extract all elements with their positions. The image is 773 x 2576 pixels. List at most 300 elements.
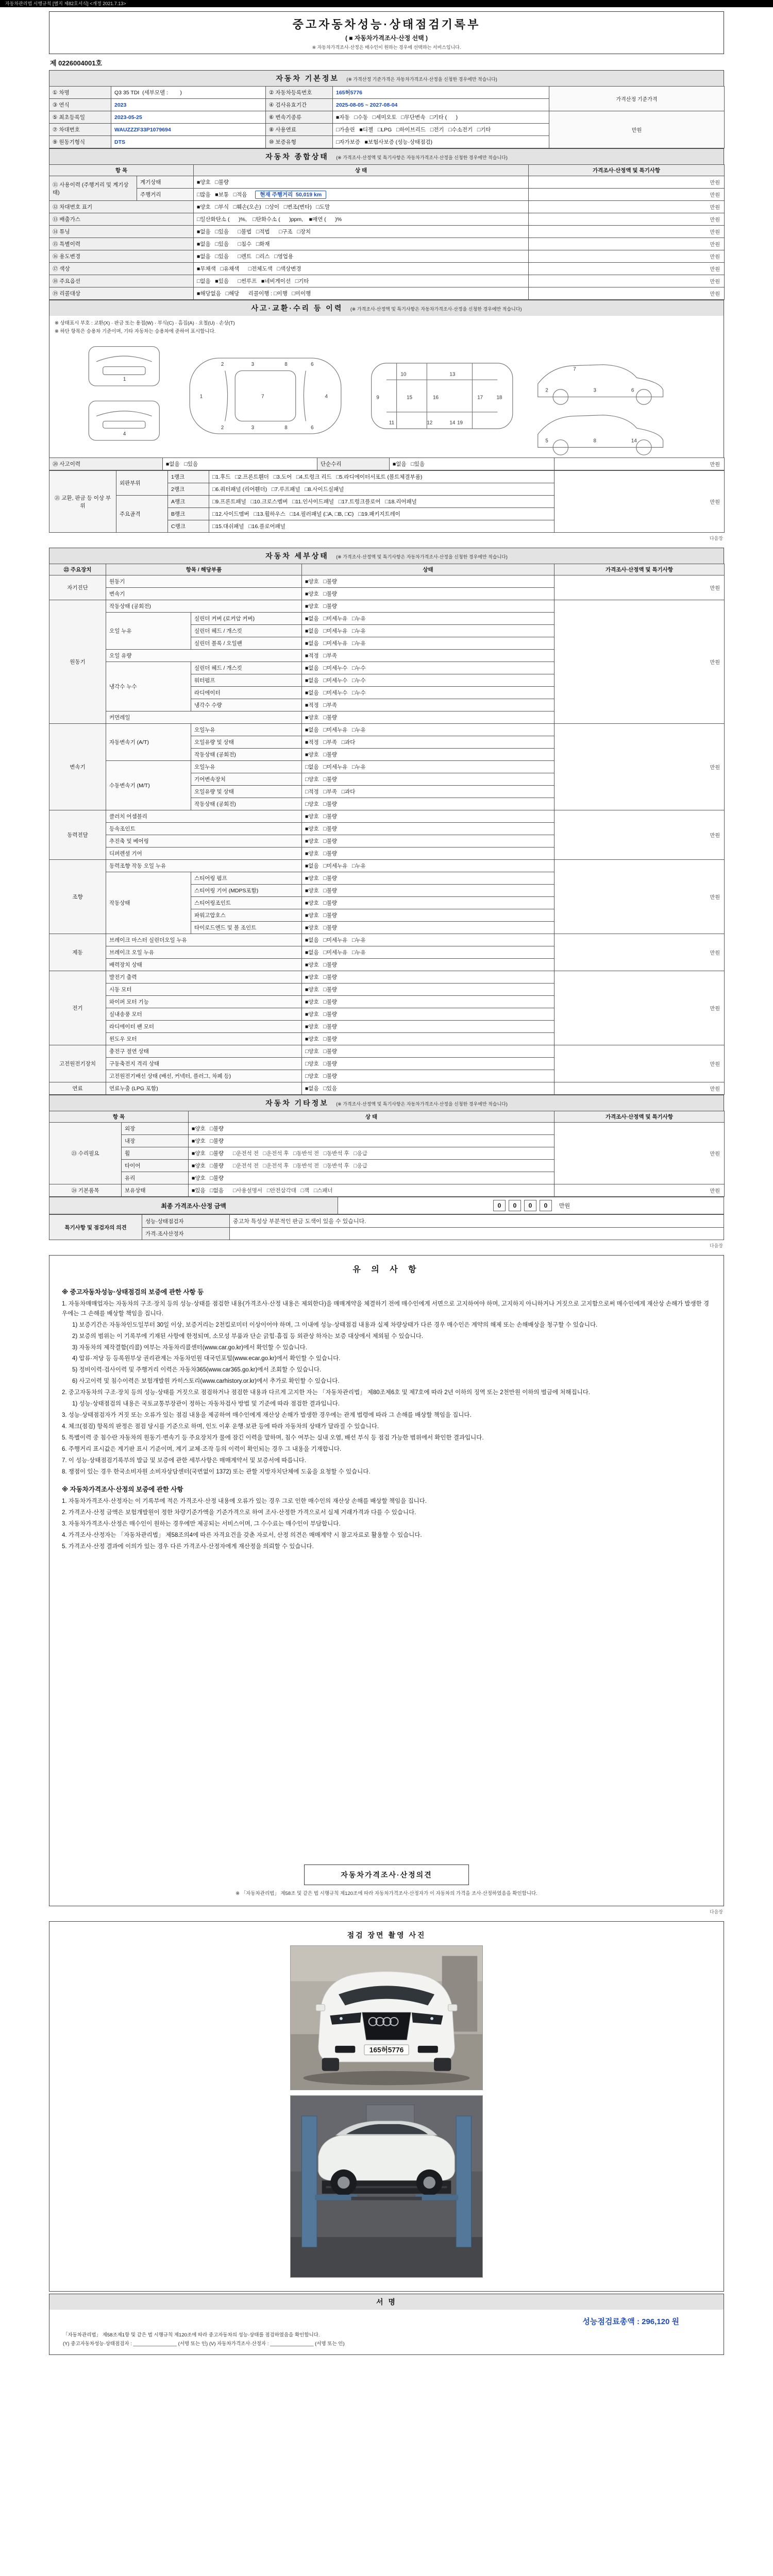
column-header: 상태 xyxy=(302,564,554,575)
item-cell: 오일 누유 xyxy=(106,613,191,650)
notice-title: 유 의 사 항 xyxy=(352,1265,421,1274)
device-group-cell: 동력전달 xyxy=(49,810,106,860)
svg-text:3: 3 xyxy=(251,361,255,367)
notice-line: 5) 정비이력·검사이력 및 주행거리 이력은 자동차365(www.car365.go.kr)에서 조회할 수 있습니다. xyxy=(72,1367,322,1374)
category-cell: ⑬ 배출가스 xyxy=(49,213,194,226)
item-cell: 실내송풍 모터 xyxy=(106,1008,302,1021)
category-cell: ㉑ 교환, 판금 등 이상 부위 xyxy=(49,471,116,533)
status-cell: ■양호 □불량 xyxy=(302,885,554,897)
status-cell xyxy=(194,263,529,275)
section-title: 자동차 기본정보 xyxy=(276,74,339,82)
status-cell: ■적정 □부족 xyxy=(302,699,554,711)
table-row xyxy=(49,971,725,984)
status-cell: ■없음 □미세누수 □누수 xyxy=(302,662,554,674)
price-cell: 만원 xyxy=(529,189,725,201)
part-cell: 기어변속장치 xyxy=(191,773,302,786)
price-cell: 만원 xyxy=(554,575,725,600)
field-label: ⑤ 최초등록일 xyxy=(49,111,111,124)
opinion-text: 중고차 특성상 부분적인 판금 도색이 있을 수 있습니다. xyxy=(230,1215,724,1228)
field-label: ⑩ 보증유형 xyxy=(266,136,333,148)
device-group-cell: 자기진단 xyxy=(49,575,106,600)
item-cell: 작동상태 (공회전) xyxy=(106,600,302,613)
part-cell: 스티어링 기어 (MDPS포함) xyxy=(191,885,302,897)
item-cell: 구동축전지 격리 상태 xyxy=(106,1058,302,1070)
section-note: (※ 가격산정 기준가격은 자동차가격조사·산정을 신청한 경우에만 적습니다) xyxy=(346,77,497,82)
column-header: ㉒ 주요장치 xyxy=(49,564,106,575)
price-opinion-note: ※ 「자동차관리법」 제58조 및 같은 법 시행규칙 제120조에 따라 자동차가격조사·산정자가 이 자동차의 가격을 조사·산정하였음을 확인합니다. xyxy=(236,1891,537,1896)
status-cell xyxy=(194,287,529,300)
opinion-who: 성능·상태점검자 xyxy=(142,1215,230,1228)
status-cell: ■양호 □불량 xyxy=(302,1021,554,1033)
field-value: WAUZZZF33P1079694 xyxy=(111,124,266,136)
item-cell: 변속기 xyxy=(106,588,302,600)
price-digit: 0 xyxy=(493,1200,506,1211)
device-group-cell: 변속기 xyxy=(49,724,106,810)
field-value: 2023 xyxy=(111,99,266,111)
status-cell xyxy=(194,275,529,287)
svg-text:6: 6 xyxy=(631,387,634,394)
document-number: 제 0226004001호 xyxy=(50,59,103,67)
svg-text:8: 8 xyxy=(284,361,288,367)
price-cell: 만원 xyxy=(554,458,725,470)
status-cell: ■없음 □미세누유 □누유 xyxy=(302,637,554,650)
item-cell: 내장 xyxy=(122,1135,189,1147)
status-cell xyxy=(189,1184,554,1197)
part-cell: 오일유량 및 상태 xyxy=(191,786,302,798)
status-cell: ■양호 □불량 xyxy=(302,922,554,934)
svg-text:5: 5 xyxy=(545,438,548,444)
overall-condition-table xyxy=(49,164,725,300)
car-front-illustration xyxy=(316,1972,457,2071)
status-cell: □양호 □불량 xyxy=(302,1058,554,1070)
section-title: 자동차 기타정보 xyxy=(265,1099,329,1107)
price-cell: 만원 xyxy=(529,275,725,287)
svg-text:11: 11 xyxy=(389,420,395,426)
price-cell: 만원 xyxy=(554,1184,725,1197)
notice-line: 6. 주행거리 표시값은 계기판 표시 기준이며, 계기 교체·조작 등의 이력이 확인되는 경우 그 내용을 기재합니다. xyxy=(62,1446,342,1453)
status-cell: ■양호 □불량 xyxy=(302,588,554,600)
position-checkboxes: □사용설명서 □안전삼각대 □잭 □스패너 xyxy=(233,1188,333,1194)
status-cell xyxy=(189,1172,554,1184)
price-cell: 만원 xyxy=(554,971,725,1045)
notice-line: 5. 특별이력 중 침수란 자동차의 원동기·변속기 등 주요장치가 물에 잠긴 이력을 말하며, 침수 여부는 실내 오염, 배선 부식 등 점검 가능한 범위에서 확인한 결과입니다. xyxy=(62,1435,484,1442)
position-checkboxes: □운전석 전 □운전석 후 □동반석 전 □동반석 후 □응급 xyxy=(233,1150,367,1157)
status-cell: ■적정 □부족 xyxy=(302,650,554,662)
svg-text:14: 14 xyxy=(631,438,637,444)
status-cell xyxy=(194,250,529,263)
notice-line: 5. 가격조사·산정 결과에 이의가 있는 경우 다른 가격조사·산정자에게 재산정을 의뢰할 수 있습니다. xyxy=(62,1543,314,1550)
table-row xyxy=(49,201,725,213)
part-cell: 실린더 블록 / 오일팬 xyxy=(191,637,302,650)
table-row xyxy=(49,575,725,588)
table-row xyxy=(49,213,725,226)
part-cell: 실린더 헤드 / 개스킷 xyxy=(191,662,302,674)
status-cell: ■없음 □미세누수 □누수 xyxy=(302,687,554,699)
svg-text:2: 2 xyxy=(545,387,548,394)
price-cell: 만원 xyxy=(529,238,725,250)
price-cell: 만원 xyxy=(554,724,725,810)
table-row xyxy=(49,176,725,189)
header-row xyxy=(49,165,725,176)
basic-info-table xyxy=(49,86,725,148)
status-cell: ■양호 □불량 xyxy=(302,1008,554,1021)
status-cell xyxy=(194,176,529,189)
final-price-value xyxy=(338,1197,724,1214)
price-cell: 만원 xyxy=(554,471,725,533)
svg-text:7: 7 xyxy=(261,394,264,400)
checkbox-options: ■양호 □불량 xyxy=(197,179,229,185)
page-subtitle: ( ■ 자동차가격조사·산정 선택 ) xyxy=(345,35,428,42)
field-label: ⑧ 사용연료 xyxy=(266,124,333,136)
item-cell: 윈도우 모터 xyxy=(106,1033,302,1045)
checkbox-options: ■양호 □불량 xyxy=(192,1138,224,1144)
area-cell: 외판부위 xyxy=(116,471,168,496)
svg-text:9: 9 xyxy=(376,395,379,401)
field-value: Q3 35 TDI (세부모델 : ) xyxy=(111,87,266,99)
part-cell: 작동상태 (공회전) xyxy=(191,798,302,810)
accident-history-table xyxy=(49,457,725,470)
part-cell: 오일유량 및 상태 xyxy=(191,736,302,749)
section-note: (※ 가격조사·산정액 및 특기사항은 자동차가격조사·산정을 신청한 경우에만 적습니다) xyxy=(350,307,522,312)
accident-section-header xyxy=(49,300,724,316)
notice-line: 1) 성능·상태점검의 내용은 국토교통부장관이 정하는 자동차검사 방법 및 기준에 따라 점검한 결과입니다. xyxy=(72,1401,340,1408)
svg-text:2: 2 xyxy=(221,425,224,431)
price-cell: 만원 xyxy=(529,213,725,226)
notice-line: 4. 체크(점검) 항목의 판정은 점검 당시를 기준으로 하며, 인도 이후 운행·보관 등에 따라 자동차의 상태가 달라질 수 있습니다. xyxy=(62,1423,379,1430)
rank-cell: 2랭크 xyxy=(168,483,209,496)
rank-cell: C랭크 xyxy=(168,520,209,533)
notice-line: 6) 사고이력 및 침수이력은 보험개발원 카히스토리(www.carhistory.or.kr)에서 추가로 확인할 수 있습니다. xyxy=(72,1378,340,1385)
item-cell: 타이어 xyxy=(122,1160,189,1172)
status-cell: ■없음 □미세누유 □누유 xyxy=(302,860,554,872)
svg-text:6: 6 xyxy=(311,361,314,367)
device-group-cell: 원동기 xyxy=(49,600,106,724)
field-label: ④ 검사유효기간 xyxy=(266,99,333,111)
table-row xyxy=(49,238,725,250)
fee-value: 296,120 원 xyxy=(642,2317,679,2327)
item-cell: 휠 xyxy=(122,1147,189,1160)
etc-section-header xyxy=(49,1095,724,1111)
status-cell: ■양호 □불량 xyxy=(302,711,554,724)
status-cell: ■양호 □불량 xyxy=(302,848,554,860)
table-row xyxy=(49,226,725,238)
column-header: 가격조사·산정액 및 특기사항 xyxy=(554,1111,725,1123)
notice-line: 2. 중고자동차의 구조·장치 등의 성능·상태를 거짓으로 점검하거나 점검한 내용과 다르게 고지한 자는 「자동차관리법」 제80조제6호 및 제7호에 따라 2년 이하의 징역 또는 2천만원 이하의 벌금에 처해집니다. xyxy=(62,1389,590,1396)
price-cell: 만원 xyxy=(554,860,725,934)
status-cell: ■양호 □불량 xyxy=(302,810,554,823)
item-cell: 외장 xyxy=(122,1123,189,1135)
status-cell: ■없음 □미세누유 □누유 xyxy=(302,625,554,637)
status-cell: □양호 □불량 xyxy=(302,773,554,786)
status-cell: ■없음 □미세누유 □누유 xyxy=(302,613,554,625)
rank-cell: 1랭크 xyxy=(168,471,209,483)
table-row xyxy=(49,287,725,300)
opinion-label: 특기사항 및 점검자의 의견 xyxy=(49,1215,142,1240)
notice-line: ※ 자동차가격조사·산정의 보증에 관한 사항 xyxy=(62,1486,183,1494)
notice-line: 3. 성능·상태점검자가 거짓 또는 오류가 있는 점검 내용을 제공하여 매수인에게 재산상 손해가 발생한 경우에는 관계 법령에 따라 그 손해를 배상할 책임을 집니다. xyxy=(62,1412,472,1419)
device-group-cell: 고전원전기장치 xyxy=(49,1045,106,1082)
item-cell: 등속조인트 xyxy=(106,823,302,835)
section-title: 자동차 세부상태 xyxy=(265,552,329,560)
panel-checkboxes: □15.대쉬패널 □16.플로어패널 xyxy=(209,520,554,533)
item-cell: 라디에이터 팬 모터 xyxy=(106,1021,302,1033)
svg-text:3: 3 xyxy=(593,387,596,394)
status-cell: ■양호 □불량 xyxy=(302,959,554,971)
price-cell: 만원 xyxy=(554,1082,725,1095)
status-cell: ■양호 □불량 xyxy=(302,984,554,996)
status-cell: ■양호 □불량 xyxy=(302,749,554,761)
section-note: (※ 가격조사·산정액 및 특기사항은 자동차가격조사·산정을 신청한 경우에만 적습니다) xyxy=(336,155,508,160)
status-cell: ■없음 □미세누수 □누수 xyxy=(302,674,554,687)
document-header xyxy=(49,11,724,54)
item-cell: 보유상태 xyxy=(122,1184,189,1197)
opinion-text xyxy=(230,1228,724,1240)
next-page-note: 다음장 xyxy=(709,1243,723,1248)
device-group-cell: 연료 xyxy=(49,1082,106,1095)
table-row xyxy=(49,111,725,124)
status-cell xyxy=(194,238,529,250)
checkbox-options: □일산화탄소 ( )%, □탄화수소 ( )ppm, ■매연 ( )% xyxy=(197,216,342,223)
mileage-badge: 현재 주행거리 50,019 km xyxy=(255,191,326,199)
table-row xyxy=(49,600,725,613)
status-cell: ■양호 □불량 xyxy=(302,971,554,984)
notice-line: 2. 가격조사·산정 금액은 보험개발원이 정한 차량기준가액을 기준가격으로 하여 조사·산정한 가격으로서 실제 거래가격과 다를 수 있습니다. xyxy=(62,1509,416,1516)
status-cell xyxy=(189,1147,554,1160)
status-cell: ■양호 □불량 xyxy=(302,1033,554,1045)
price-opinion-box xyxy=(304,1865,468,1885)
table-row xyxy=(49,810,725,823)
final-price-row xyxy=(49,1197,724,1214)
status-cell: □양호 □불량 xyxy=(302,1045,554,1058)
signature-section-header xyxy=(49,2294,724,2310)
item-cell: 자동변속기 (A/T) xyxy=(106,724,191,761)
status-cell: ■양호 □불량 xyxy=(302,897,554,909)
diagram-note: ※ 하단 항목은 승용차 기준이며, 기타 자동차는 승용차에 준하여 표시합니다. xyxy=(55,329,216,334)
signature-note: (Y) 중고자동차성능·상태점검자 : ________________ (서명 또는 인) (V) 자동차가격조사·산정자 : ________________ (서명 또는 인) xyxy=(63,2341,345,2347)
checkbox-options: ■양호 □불량 xyxy=(192,1150,224,1157)
summary-section-header xyxy=(49,148,724,164)
price-cell: 만원 xyxy=(554,934,725,971)
part-cell: 라디에이터 xyxy=(191,687,302,699)
category-cell: ⑯ 용도변경 xyxy=(49,250,194,263)
opinion-row xyxy=(49,1228,724,1240)
svg-text:10: 10 xyxy=(400,371,407,378)
category-cell: ㉔ 기본품목 xyxy=(49,1184,122,1197)
price-cell: 만원 xyxy=(529,176,725,189)
inspection-fee xyxy=(63,2316,679,2327)
notice-line: 4. 가격조사·산정자는 「자동차관리법」 제58조의4에 따른 자격요건을 갖춘 자로서, 산정 의견은 매매계약 시 참고자료로 활용할 수 있습니다. xyxy=(62,1532,422,1538)
inspector-opinion-table xyxy=(49,1214,724,1240)
table-row xyxy=(49,1123,725,1135)
category-cell: ⑫ 차대번호 표기 xyxy=(49,201,194,213)
notice-line: 1. 자동차가격조사·산정자는 이 기록부에 적은 가격조사·산정 내용에 오류가 있는 경우 그로 인한 매수인의 재산상 손해를 배상할 책임을 집니다. xyxy=(62,1498,427,1504)
section-title: 서 명 xyxy=(376,2298,397,2307)
field-value: ■자동 □수동 □세미오토 □무단변속 □기타 ( ) xyxy=(333,111,549,124)
price-digit: 0 xyxy=(540,1200,552,1211)
item-cell: 작동상태 xyxy=(106,872,191,934)
price-cell: 만원 xyxy=(529,263,725,275)
table-row xyxy=(49,471,725,483)
sub-item-cell: 주행거리 xyxy=(137,189,194,201)
svg-text:2: 2 xyxy=(221,361,224,367)
detail-section-header xyxy=(49,548,724,564)
checkbox-options: ■무채색 □유채색 □전체도색 □색상변경 xyxy=(197,266,301,272)
notice-section xyxy=(49,1255,724,1906)
part-cell: 오일누유 xyxy=(191,724,302,736)
svg-text:6: 6 xyxy=(311,425,314,431)
section-note: (※ 가격조사·산정액 및 특기사항은 자동차가격조사·산정을 신청한 경우에만 적습니다) xyxy=(336,554,508,560)
item-cell: 오일 유량 xyxy=(106,650,302,662)
table-row xyxy=(49,1045,725,1058)
sub-item-cell: 계기상태 xyxy=(137,176,194,189)
part-cell: 스티어링 펌프 xyxy=(191,872,302,885)
price-cell: 만원 xyxy=(529,226,725,238)
checkbox-options: ■양호 □불량 xyxy=(192,1126,224,1132)
notice-line: 2) 보증의 범위는 이 기록부에 기재된 사항에 한정되며, 소모성 부품과 단순 긁힘·흠집 등 외관상 하자는 보증 대상에서 제외될 수 있습니다. xyxy=(72,1333,424,1340)
notice-line: 3) 자동차의 제작결함(리콜) 여부는 자동차리콜센터(www.car.go.kr)에서 확인할 수 있습니다. xyxy=(72,1344,307,1351)
device-group-cell: 조향 xyxy=(49,860,106,934)
notice-line: 8. 쟁점이 있는 경우 한국소비자원 소비자상담센터(국번없이 1372) 또는 관할 지방자치단체에 도움을 요청할 수 있습니다. xyxy=(62,1469,371,1476)
document-page xyxy=(49,7,724,2355)
price-cell: 만원 xyxy=(554,600,725,724)
section-detail-etc xyxy=(49,548,724,1240)
checkbox-options: □많음 ■보통 □적음 xyxy=(197,192,247,198)
notice-line: 4) 압류·저당 등 등록원부상 권리관계는 자동차민원 대국민포털(www.ecar.go.kr)에서 확인할 수 있습니다. xyxy=(72,1355,341,1362)
vehicle-damage-diagram xyxy=(55,335,718,456)
device-group-cell: 제동 xyxy=(49,934,106,971)
status-cell: ■양호 □불량 xyxy=(302,872,554,885)
final-price-label: 최종 가격조사·산정 금액 xyxy=(49,1197,338,1214)
svg-text:15: 15 xyxy=(407,395,413,401)
svg-text:8: 8 xyxy=(593,438,596,444)
column-header: 항 목 xyxy=(49,1111,189,1123)
status-cell: □양호 □불량 xyxy=(302,1070,554,1082)
part-cell: 실린더 헤드 / 개스킷 xyxy=(191,625,302,637)
photo-section-title: 점검 장면 촬영 사진 xyxy=(347,1931,426,1939)
price-cell: 만원 xyxy=(529,250,725,263)
item-cell: 충전구 절연 상태 xyxy=(106,1045,302,1058)
item-cell: 클러치 어셈블리 xyxy=(106,810,302,823)
checkbox-options: ■없음 □있음 □렌트 □리스 □영업용 xyxy=(197,253,294,260)
field-value: 2025-08-05 ~ 2027-08-04 xyxy=(333,99,549,111)
price-opinion-box-label: 자동차가격조사·산정의견 xyxy=(341,1871,432,1879)
notice-line: 7. 이 성능·상태점검기록부의 발급 및 보증에 관한 세부사항은 매매계약서 및 보증서에 따릅니다. xyxy=(62,1458,306,1464)
table-row xyxy=(49,934,725,946)
table-row xyxy=(49,250,725,263)
status-cell: ■없음 □미세누유 □누유 xyxy=(302,946,554,959)
notice-line: 3. 자동차가격조사·산정은 매수인이 원하는 경우에만 제공되는 서비스이며, 그 수수료는 매수인이 부담합니다. xyxy=(62,1520,341,1527)
notice-line: 1) 보증기간은 자동차인도일부터 30일 이상, 보증거리는 2천킬로미터 이상이어야 하며, 그 이내에 성능·상태점검 내용과 실제 차량상태가 다른 경우 매수인은 계약의 해제 또는 손해배상을 청구할 수 있습니다. xyxy=(72,1321,598,1328)
status-cell xyxy=(189,1135,554,1147)
checkbox-options: ■있음 □없음 xyxy=(192,1188,224,1194)
status-cell: ■없음 □미세누유 □누유 xyxy=(302,724,554,736)
checkbox-options: □없음 ■있음 □썬루프 ■네비게이션 □기타 xyxy=(197,278,309,284)
svg-text:12: 12 xyxy=(427,420,433,426)
checkbox-options: ■양호 □불량 xyxy=(192,1175,224,1181)
checkbox-options: ■없음 □있음 □침수 □화재 xyxy=(197,241,270,247)
section-title: 사고·교환·수리 등 이력 xyxy=(251,304,343,312)
item-cell: 동력조향 작동 오일 누유 xyxy=(106,860,302,872)
column-header: 상 태 xyxy=(194,165,529,176)
status-cell: ■양호 □불량 xyxy=(302,575,554,588)
item-cell: 브레이크 오일 누유 xyxy=(106,946,302,959)
field-label: ⑦ 차대번호 xyxy=(49,124,111,136)
part-cell: 냉각수 수량 xyxy=(191,699,302,711)
table-row xyxy=(49,1082,725,1095)
fee-label: 성능점검료총액 : xyxy=(582,2317,640,2327)
item-cell: 배력장치 상태 xyxy=(106,959,302,971)
section-basic-summary-accident xyxy=(49,70,724,533)
table-row xyxy=(49,1184,725,1197)
basic-section-header xyxy=(49,70,724,86)
category-cell: ⑪ 사용이력 (주행거리 및 계기상태) xyxy=(49,176,137,201)
damage-diagram-area xyxy=(49,316,724,457)
top-strip xyxy=(0,0,773,7)
item-cell: 유리 xyxy=(122,1172,189,1184)
category-cell: ⑲ 리콜대상 xyxy=(49,287,194,300)
column-header: 상 태 xyxy=(189,1111,554,1123)
status-cell xyxy=(194,226,529,238)
svg-text:1: 1 xyxy=(199,394,203,400)
accident-history-label: ⑳ 사고이력 xyxy=(49,458,163,470)
field-label: ② 자동차등록번호 xyxy=(266,87,333,99)
item-cell: 시동 모터 xyxy=(106,984,302,996)
category-cell: ⑰ 색상 xyxy=(49,263,194,275)
license-plate: 165허5776 xyxy=(369,2046,404,2054)
rank-cell: A랭크 xyxy=(168,496,209,508)
svg-text:19: 19 xyxy=(457,420,463,426)
header-row xyxy=(49,1111,725,1123)
status-cell: ■없음 □있음 xyxy=(302,1082,554,1095)
column-header: 항목 / 해당부품 xyxy=(106,564,302,575)
svg-text:13: 13 xyxy=(449,371,456,378)
next-page-note: 다음장 xyxy=(709,1909,723,1914)
device-group-cell: 전기 xyxy=(49,971,106,1045)
item-cell: 와이퍼 모터 기능 xyxy=(106,996,302,1008)
section-note: (※ 가격조사·산정액 및 특기사항은 자동차가격조사·산정을 신청한 경우에만 적습니다) xyxy=(336,1101,508,1107)
field-label: ③ 연식 xyxy=(49,99,111,111)
page-title: 중고자동차성능·상태점검기록부 xyxy=(292,18,481,31)
notice-line: 1. 자동차매매업자는 자동차의 구조·장치 등의 성능·상태를 점검한 내용(가격조사·산정 내용은 제외한다)을 매매계약을 체결하기 전에 매수인에게 서면으로 고지하여야 하며, 고지하지 아니하거나 거짓으로 고지함으로써 매수인에게 재산상 손해가 발생한 경우에는 그 손해를 배상할 책임을 집니다. xyxy=(62,1300,710,1317)
status-cell: ■양호 □불량 xyxy=(302,909,554,922)
notice-line: ※ 중고자동차성능·상태점검의 보증에 관한 사항 등 xyxy=(62,1289,204,1296)
svg-text:14: 14 xyxy=(449,420,456,426)
column-header: 가격조사·산정액 및 특기사항 xyxy=(554,564,725,575)
photo-section xyxy=(49,1921,724,2292)
base-price-cell: 만원 xyxy=(549,111,725,148)
item-cell: 수동변속기 (M/T) xyxy=(106,761,191,810)
status-cell xyxy=(194,213,529,226)
item-cell: 연료누출 (LPG 포함) xyxy=(106,1082,302,1095)
price-unit: 만원 xyxy=(559,1203,570,1209)
item-cell: 브레이크 마스터 실린더오일 누유 xyxy=(106,934,302,946)
category-cell: ⑭ 튜닝 xyxy=(49,226,194,238)
section-title: 자동차 종합상태 xyxy=(265,152,329,161)
item-cell: 디퍼렌셜 기어 xyxy=(106,848,302,860)
signature-note: 「자동차관리법」 제58조제1항 및 같은 법 시행규칙 제120조에 따라 중고자동차의 성능·상태를 점검하였음을 확인합니다. xyxy=(63,2332,320,2338)
part-cell: 작동상태 (공회전) xyxy=(191,749,302,761)
svg-text:18: 18 xyxy=(496,395,502,401)
photo-car-front xyxy=(290,1945,483,2090)
status-cell: ■양호 □불량 xyxy=(302,600,554,613)
svg-text:16: 16 xyxy=(433,395,439,401)
price-cell: 만원 xyxy=(529,201,725,213)
price-digit: 0 xyxy=(509,1200,521,1211)
svg-text:7: 7 xyxy=(573,366,576,372)
field-value: □자가보증 ■보험사보증 (성능·상태점검) xyxy=(333,136,549,148)
part-cell: 오일누유 xyxy=(191,761,302,773)
price-digit: 0 xyxy=(524,1200,536,1211)
